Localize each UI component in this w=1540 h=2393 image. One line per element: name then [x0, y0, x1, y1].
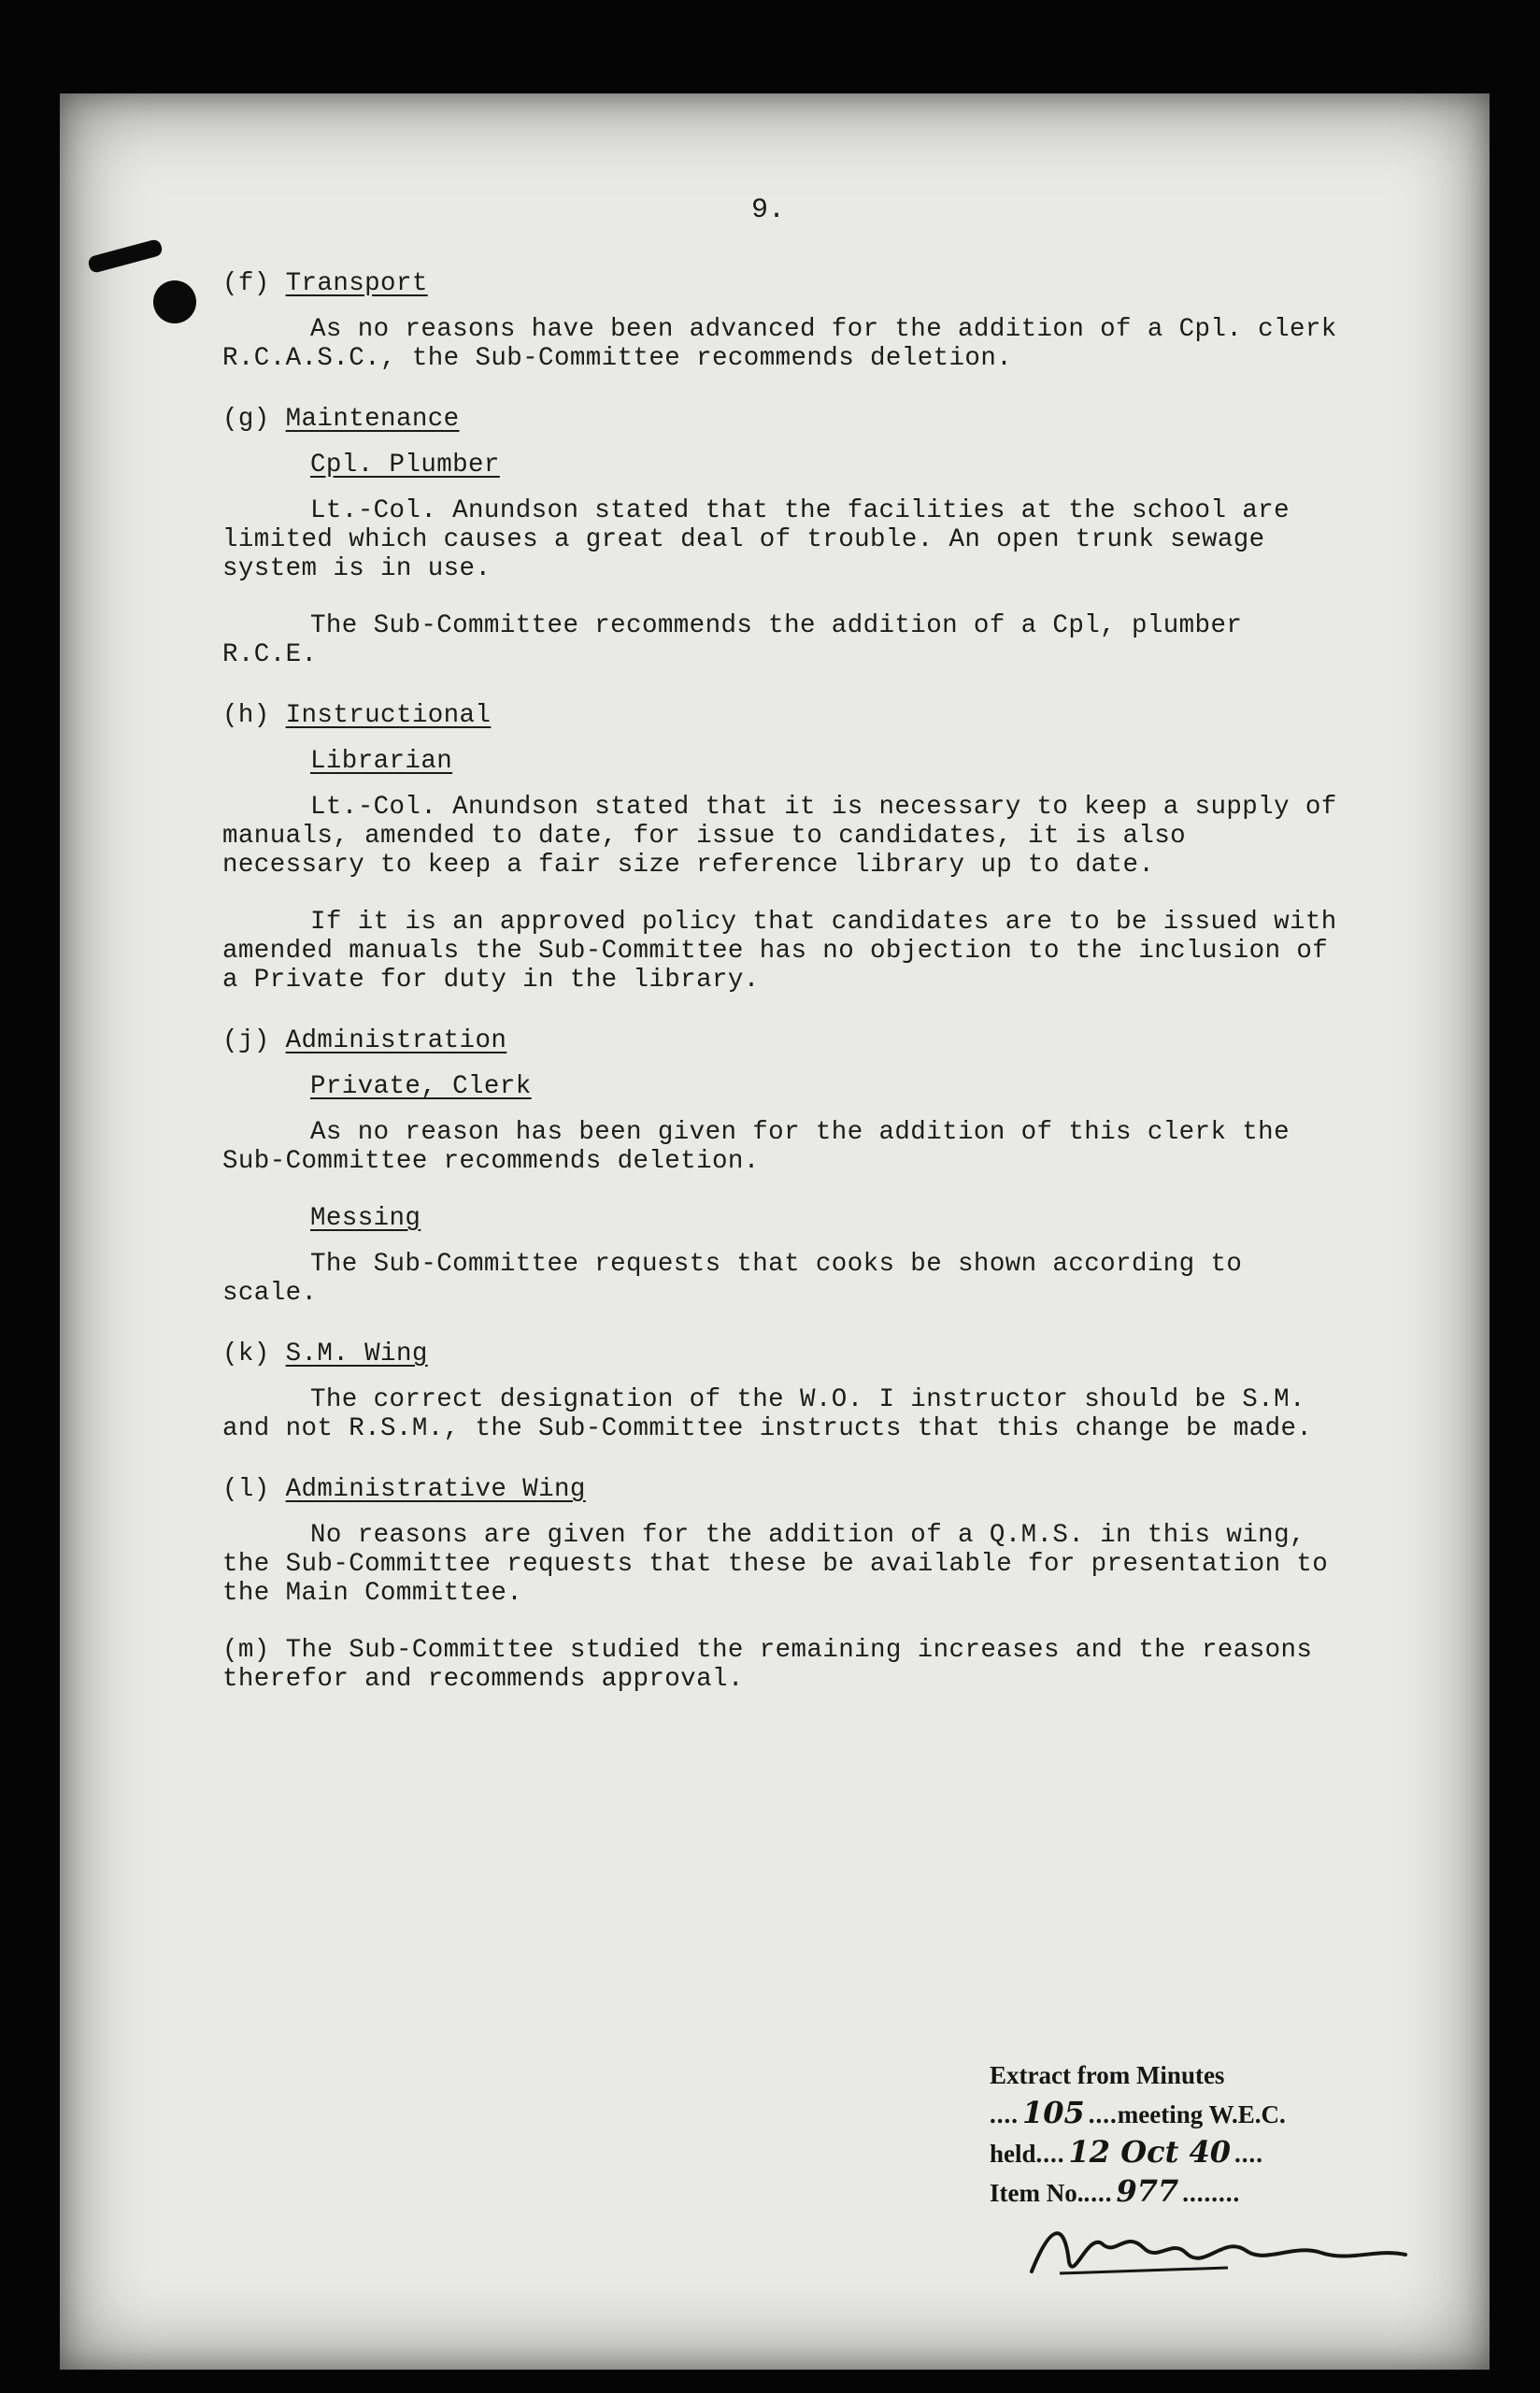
section-j-heading [222, 1026, 1344, 1055]
section-k-paragraph: The correct designation of the W.O. I instructor should be S.M. and not R.S.M., the Sub-Committee instructs that this change be made. [222, 1385, 1313, 1443]
section-g-subheading [310, 451, 1344, 480]
section-h-title: Instructional [285, 701, 492, 730]
section-h-heading [222, 701, 1344, 730]
stamp-item-number: 977 [1116, 2173, 1179, 2209]
stamp-meeting-label: meeting W.E.C. [1117, 2100, 1286, 2128]
stamp-item-line: Item No..... 977 ........ [990, 2173, 1241, 2209]
section-g-title: Maintenance [285, 405, 460, 434]
section-k-heading [222, 1340, 1344, 1368]
section-m-paragraph: The Sub-Committee studied the remaining increases and the reasons therefor and recommends approval. [222, 1636, 1313, 1694]
minutes-extract-stamp [990, 2056, 1382, 2212]
stamp-held-line: held.... 12 Oct 40 .... [990, 2134, 1264, 2170]
section-g-letter: (g) [222, 405, 270, 434]
document-body [222, 196, 1344, 1694]
section-m-letter: (m) [222, 1636, 270, 1665]
section-j-paragraph-2: The Sub-Committee requests that cooks be shown according to scale. [222, 1250, 1243, 1308]
stamp-held-label: held [990, 2140, 1036, 2168]
stamp-title: Extract from Minutes [990, 2061, 1225, 2089]
section-l-title: Administrative Wing [285, 1475, 586, 1504]
section-f-paragraph: As no reasons have been advanced for the addition of a Cpl. clerk R.C.A.S.C., the Sub-Committee recommends deletion. [222, 315, 1337, 373]
ink-smudge [87, 238, 164, 274]
stamp-held-date: 12 Oct 40 [1068, 2134, 1232, 2170]
section-l-letter: (l) [222, 1475, 270, 1504]
stamp-item-label: Item No. [990, 2179, 1084, 2207]
section-g-heading [222, 405, 1344, 434]
stamp-meeting-number: 105 [1022, 2095, 1085, 2130]
section-l-paragraph: No reasons are given for the addition of a Q.M.S. in this wing, the Sub-Committee requests that these be available for presentation to the Main Committee. [222, 1521, 1329, 1608]
section-j-paragraph-1: As no reason has been given for the addition of this clerk the Sub-Committee recommends deletion. [222, 1118, 1290, 1176]
section-h-paragraph-1: Lt.-Col. Anundson stated that it is necessary to keep a supply of manuals, amended to date, for issue to candidates, it is also necessary to keep a fair size reference library up to date. [222, 793, 1337, 880]
section-h-paragraph-2: If it is an approved policy that candidates are to be issued with amended manuals the Sub-Committee has no objection to the inclusion of a Private for duty in the library. [222, 908, 1337, 995]
section-j-subheading [310, 1072, 1344, 1101]
section-k-letter: (k) [222, 1340, 270, 1368]
section-g-paragraph-2: The Sub-Committee recommends the addition of a Cpl, plumber R.C.E. [222, 611, 1243, 669]
stamp-meeting-line: .... 105 ....meeting W.E.C. [990, 2095, 1286, 2130]
document-page [60, 93, 1490, 2370]
punch-hole [153, 280, 196, 323]
handwritten-signature [1022, 2206, 1415, 2290]
section-m-heading [222, 1636, 1344, 1694]
section-h-subheading [310, 747, 1344, 776]
section-f-letter: (f) [222, 269, 270, 298]
section-f-heading [222, 269, 1344, 298]
section-l-heading [222, 1475, 1344, 1504]
page-number: 9. [751, 194, 786, 226]
section-f-title: Transport [285, 269, 428, 298]
section-g-paragraph-1: Lt.-Col. Anundson stated that the facilities at the school are limited which causes a great deal of trouble. An open trunk sewage system is in use. [222, 496, 1290, 583]
section-j-title: Administration [285, 1026, 507, 1055]
section-j-subtitle: Private, Clerk [310, 1072, 532, 1101]
section-k-title: S.M. Wing [285, 1340, 428, 1368]
section-g-subtitle: Cpl. Plumber [310, 451, 500, 480]
section-h-subtitle: Librarian [310, 747, 453, 776]
section-j-subheading-2 [310, 1204, 1344, 1233]
section-j-letter: (j) [222, 1026, 270, 1055]
section-h-letter: (h) [222, 701, 270, 730]
section-j-subtitle-2: Messing [310, 1204, 421, 1233]
